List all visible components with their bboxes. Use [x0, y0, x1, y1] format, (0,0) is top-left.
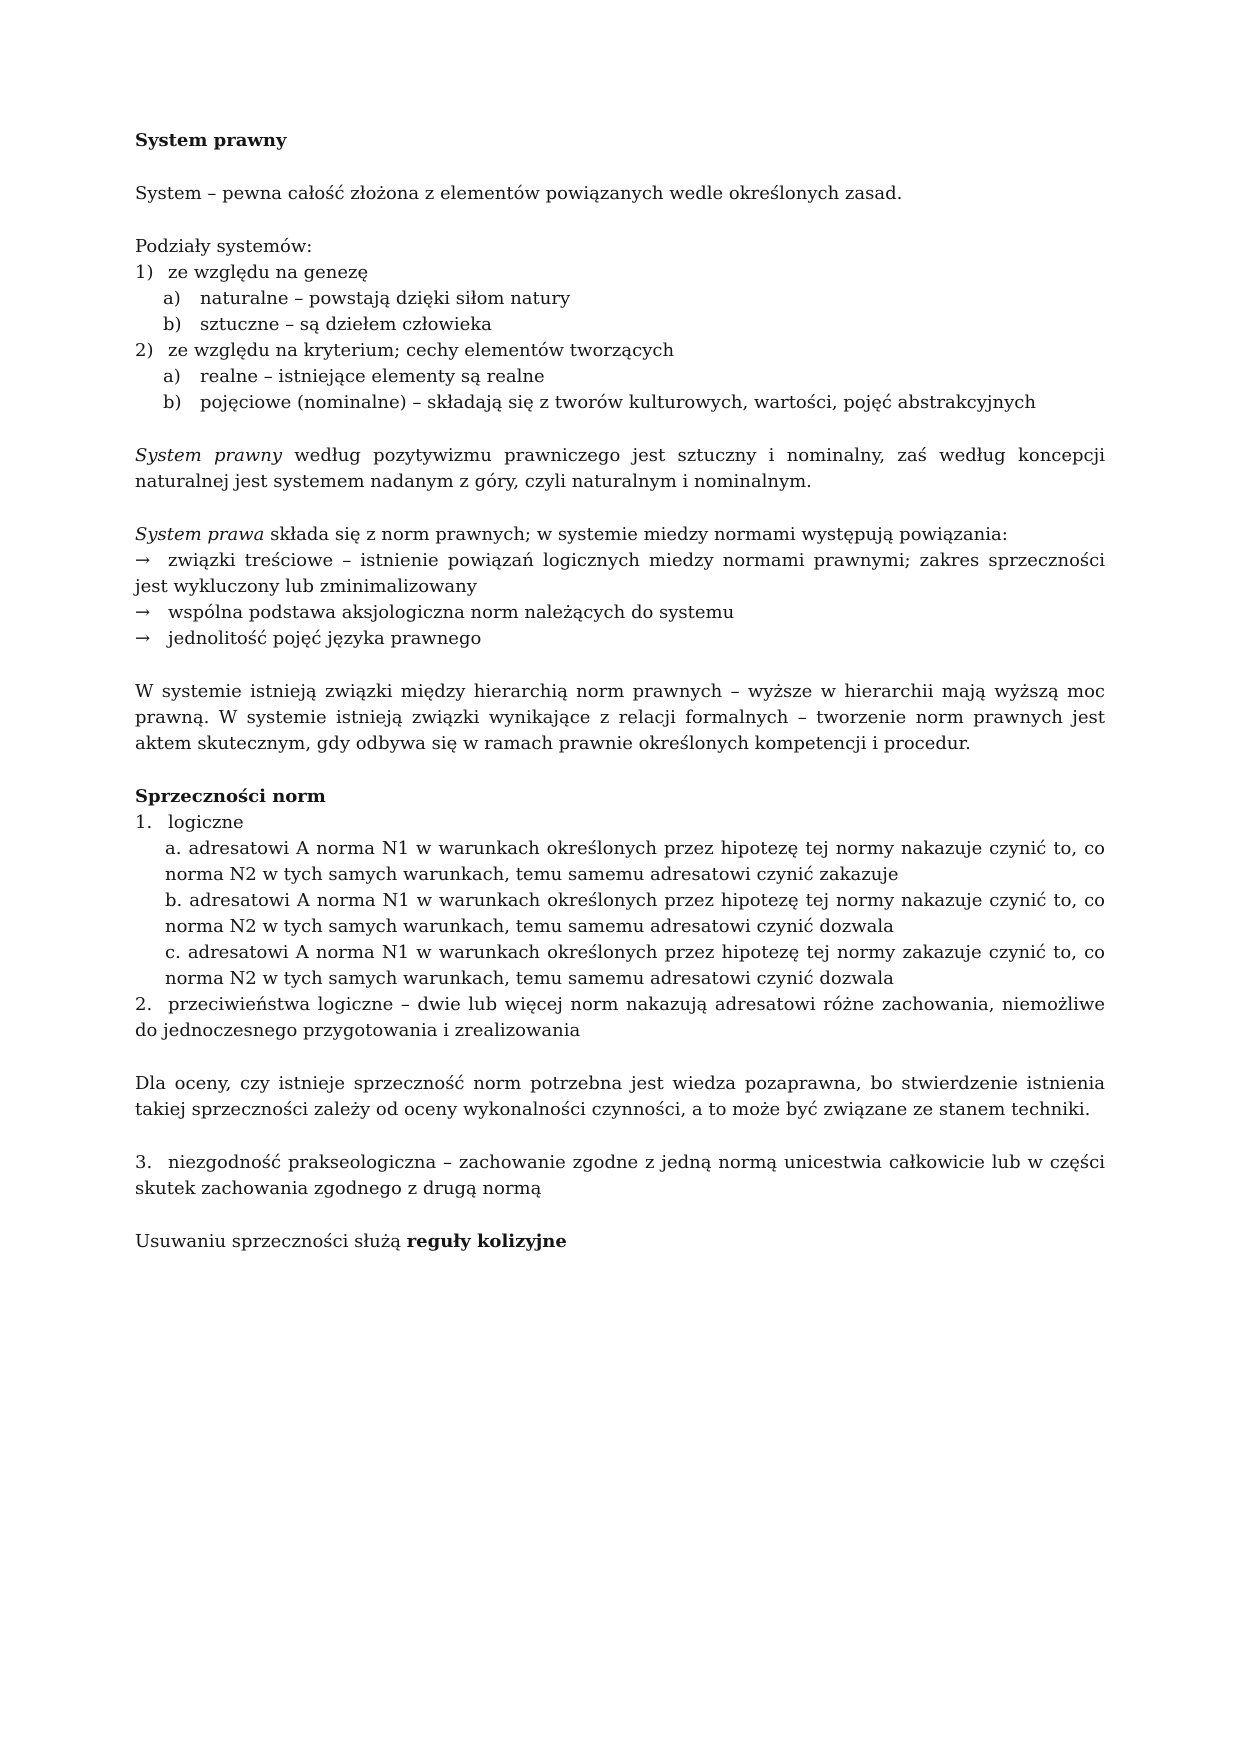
arrow-list-item: [135, 600, 1105, 626]
list-marker: 2.: [135, 994, 153, 1015]
italic-lead: System prawa: [135, 524, 265, 545]
list-item-text: naturalne – powstają dzięki siłom natury: [200, 288, 571, 309]
list-item: [135, 836, 1105, 888]
list-item-text: jednolitość pojęć języka prawnego: [168, 628, 482, 649]
closing-paragraph: [135, 1229, 1105, 1255]
italic-lead: System prawny: [135, 445, 282, 466]
paragraph-hierarchy: W systemie istnieją związki między hierarchią norm prawnych – wyższe w hierarchii mają wyższą moc prawną. W systemie istnieją związki wynikające z relacji formalnych – tworzenie norm prawnych jest aktem skutecznym, gdy odbywa się w ramach prawnie określonych kompetencji i procedur.: [135, 681, 1105, 754]
list-item: [135, 260, 1105, 286]
list-item-text: realne – istniejące elementy są realne: [200, 366, 545, 387]
list-marker: 3.: [135, 1152, 153, 1173]
paragraph-ocena: Dla oceny, czy istnieje sprzeczność norm potrzebna jest wiedza pozaprawna, bo stwierdzenie istnienia takiej sprzeczności zależy od oceny wykonalności czynności, a to może być związane ze stanem techniki.: [135, 1073, 1105, 1120]
intro-paragraph: System – pewna całość złożona z elementów powiązanych wedle określonych zasad.: [135, 183, 903, 204]
paragraph-text: składa się z norm prawnych; w systemie miedzy normami występują powiązania:: [264, 524, 1008, 545]
list-marker: c.: [165, 942, 181, 963]
list-item: [135, 312, 1105, 338]
divisions-list-title: Podziały systemów:: [135, 236, 313, 257]
arrow-list-item: [135, 626, 1105, 652]
list-item: [135, 992, 1105, 1044]
list-marker: 1): [135, 262, 154, 283]
list-item: [135, 810, 1105, 836]
list-marker: 2): [135, 340, 154, 361]
list-item-text: przeciwieństwa logiczne – dwie lub więcej norm nakazują adresatowi różne zachowania, niemożliwe do jednoczesnego przygotowania i zrealizowania: [135, 994, 1105, 1041]
list-item-text: ze względu na kryterium; cechy elementów tworzących: [168, 340, 675, 361]
arrow-icon: →: [135, 628, 151, 649]
list-marker: 1.: [135, 812, 153, 833]
list-item-text: ze względu na genezę: [168, 262, 369, 283]
closing-text: Usuwaniu sprzeczności służą: [135, 1231, 407, 1252]
list-item: [135, 390, 1105, 416]
paragraph-system-prawa: [135, 522, 1105, 548]
list-item: [135, 888, 1105, 940]
paragraph-system-prawny: [135, 443, 1105, 495]
arrow-list-item: [135, 548, 1105, 600]
list-item: [135, 338, 1105, 364]
list-marker: a): [163, 366, 181, 387]
list-item: [135, 940, 1105, 992]
list-item-text: pojęciowe (nominalne) – składają się z tworów kulturowych, wartości, pojęć abstrakcyjnych: [200, 392, 1036, 413]
arrow-icon: →: [135, 602, 151, 623]
list-item-text: adresatowi A norma N1 w warunkach określonych przez hipotezę tej normy zakazuje czynić to, co norma N2 w tych samych warunkach, temu samemu adresatowi czynić dozwala: [165, 942, 1105, 989]
list-item-text: związki treściowe – istnienie powiązań logicznych miedzy normami prawnymi; zakres sprzeczności jest wykluczony lub zminimalizowany: [135, 550, 1105, 597]
list-item-text: niezgodność prakseologiczna – zachowanie zgodne z jedną normą unicestwia całkowicie lub w części skutek zachowania zgodnego z drugą normą: [135, 1152, 1105, 1199]
list-marker: a.: [165, 838, 182, 859]
list-item: [135, 1150, 1105, 1202]
list-marker: a): [163, 288, 181, 309]
list-item: [135, 286, 1105, 312]
list-item: [135, 364, 1105, 390]
list-item-text: logiczne: [168, 812, 244, 833]
list-item-text: adresatowi A norma N1 w warunkach określonych przez hipotezę tej normy nakazuje czynić to, co norma N2 w tych samych warunkach, temu samemu adresatowi czynić dozwala: [165, 890, 1105, 937]
paragraph-text: według pozytywizmu prawniczego jest sztuczny i nominalny, zaś według koncepcji naturalnej jest systemem nadanym z góry, czyli naturalnym i nominalnym.: [135, 445, 1105, 492]
list-marker: b.: [165, 890, 183, 911]
list-item-text: adresatowi A norma N1 w warunkach określonych przez hipotezę tej normy nakazuje czynić to, co norma N2 w tych samych warunkach, temu samemu adresatowi czynić zakazuje: [165, 838, 1105, 885]
list-marker: b): [163, 392, 182, 413]
arrow-icon: →: [135, 550, 151, 571]
page-title: System prawny: [135, 130, 287, 151]
list-item-text: wspólna podstawa aksjologiczna norm należących do systemu: [168, 602, 735, 623]
list-marker: b): [163, 314, 182, 335]
closing-bold-term: reguły kolizyjne: [406, 1231, 567, 1252]
list-item-text: sztuczne – są dziełem człowieka: [200, 314, 492, 335]
section-heading-sprzecznosci: Sprzeczności norm: [135, 786, 326, 807]
